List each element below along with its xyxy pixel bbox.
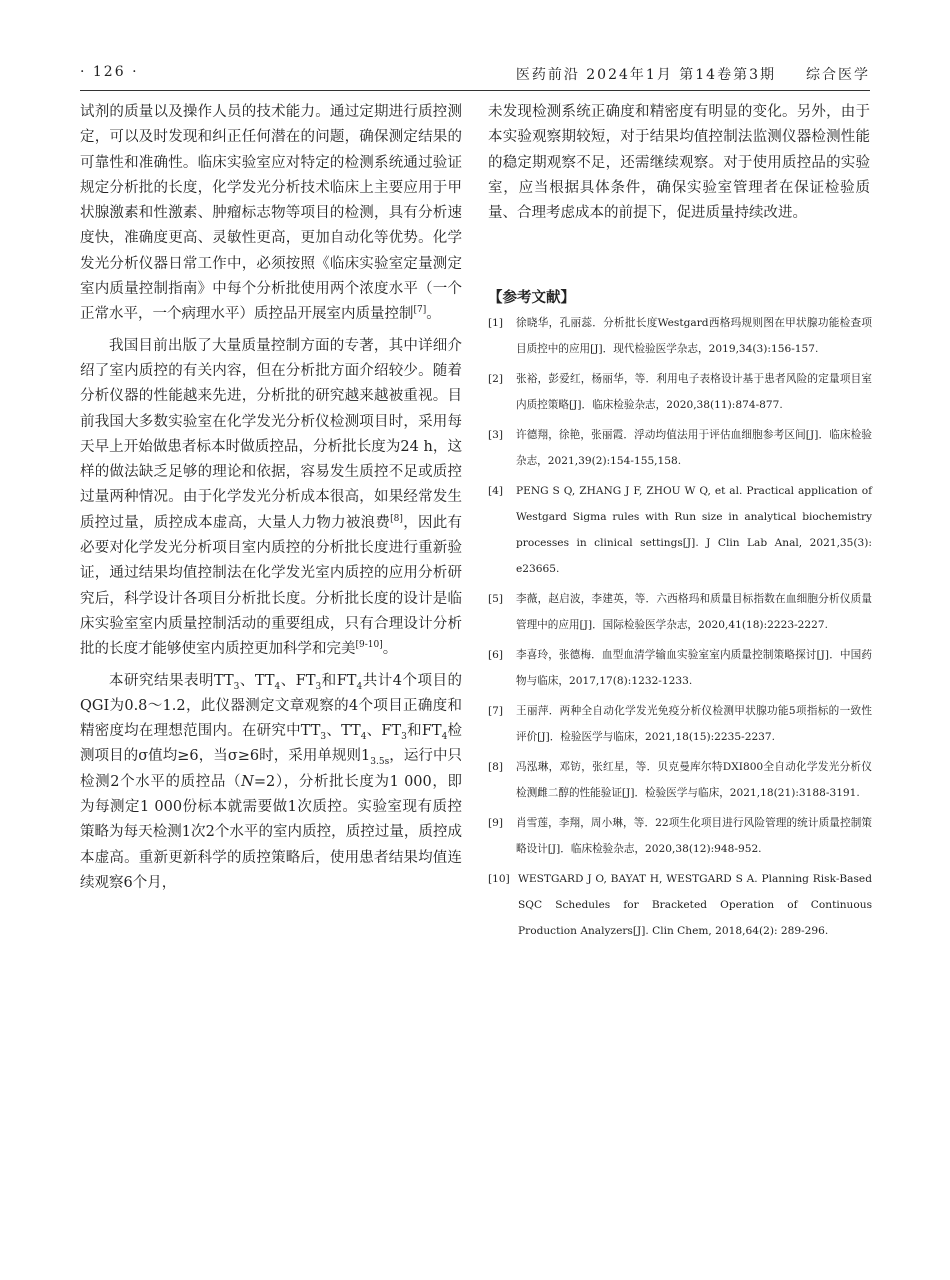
references-heading: 【参考文献】 xyxy=(488,290,575,306)
header-divider xyxy=(80,90,870,91)
reference-item: [2] 张裕，彭爱红，杨丽华，等．利用电子表格设计基于患者风险的定量项目室内质控策略[J]．临床检验杂志，2020,38(11):874-877. xyxy=(488,373,872,411)
reference-item: [7] 王丽萍．两种全自动化学发光免疫分析仪检测甲状腺功能5项指标的一致性评价[J]．检验医学与临床，2021,18(15):2235-2237. xyxy=(488,705,872,743)
journal-info xyxy=(516,64,870,84)
paragraph-continued: 未发现检测系统正确度和精密度有明显的变化。另外，由于本实验观察期较短，对于结果均值控制法监测仪器检测性能的稳定期观察不足，还需继续观察。对于使用质控品的实验室，应当根据具体条件，确保实验室管理者在保证检验质量、合理考虑成本的前提下，促进质量持续改进。 xyxy=(488,104,870,222)
citation: [9-10] xyxy=(355,640,383,651)
paragraph-1: 试剂的质量以及操作人员的技术能力。通过定期进行质控测定，可以及时发现和纠正任何潜在的问题，确保测定结果的可靠性和准确性。临床实验室应对特定的检测系统通过验证规定分析批的长度，化学发光分析技术临床上主要应用于甲状腺激素和性激素、肿瘤标志物等项目的检测，具有分析速度快，准确度更高、灵敏性更高，更加自动化等优势。化学发光分析仪器日常工作中，必须按照《临床实验室定量测定室内质量控制指南》中每个分析批使用两个浓度水平（一个正常水平，一个病理水平）质控品开展室内质量控制[7]。 xyxy=(80,104,462,323)
page-number: · 126 · xyxy=(80,64,139,80)
journal-section: 综合医学 xyxy=(806,67,870,83)
reference-item: [3] 许德翔，徐艳，张丽霞．浮动均值法用于评估血细胞参考区间[J]．临床检验杂志，2021,39(2):154-155,158. xyxy=(488,429,872,467)
reference-item: [5] 李薇，赵启波，李建英，等．六西格玛和质量目标指数在血细胞分析仪质量管理中的应用[J]．国际检验医学杂志，2020,41(18):2223-2227. xyxy=(488,593,872,631)
reference-item: [6] 李喜玲，张德梅．血型血清学输血实验室室内质量控制策略探讨[J]．中国药物与临床，2017,17(8):1232-1233. xyxy=(488,649,872,687)
reference-item: [4] PENG S Q, ZHANG J F, ZHOU W Q, et al. Practical application of Westgard Sigma rules with Run size in analytical biochemistry processes in clinical settings[J]. J Clin Lab Anal, 2021,35(3): e23665. xyxy=(488,485,872,575)
paragraph-3: 本研究结果表明$TT_3$、$TT_4$、$FT_3$和$FT_4$共计4个项目的QGI为0.8～1.2，此仪器测定文章观察的4个项目正确度和精密度均在理想范围内。在研究中$TT_3$、$TT_4$、$FT_3$和$FT_4$检测项目的σ值均≥6，当σ≥6时，采用单规则$1_{3.5s}$，运行中只检测2个水平的质控品（N=2），分析批长度为1 000，即为每测定1 000份标本就需要做1次质控。实验室现有质控策略为每天检测1次2个水平的室内质控，质控过量，质控成本虚高。重新更新科学的质控策略后，使用患者结果均值连续观察6个月， xyxy=(80,672,463,891)
page-header xyxy=(80,64,870,90)
journal-issue: 医药前沿 2024年1月 第14卷第3期 xyxy=(515,67,776,83)
left-column xyxy=(80,100,462,896)
reference-item: [8] 冯泓琳，邓钫，张红星，等．贝克曼库尔特DXI800全自动化学发光分析仪检测雌二醇的性能验证[J]．检验医学与临床，2021,18(21):3188-3191. xyxy=(488,761,872,799)
citation: [8] xyxy=(390,513,403,524)
citation: [7] xyxy=(413,305,427,316)
reference-list xyxy=(488,310,872,948)
paragraph-2: 我国目前出版了大量质量控制方面的专著，其中详细介绍了室内质控的有关内容，但在分析批方面介绍较少。随着分析仪器的性能越来先进，分析批的研究越来越被重视。目前我国大多数实验室在化学发光分析仪检测项目时，采用每天早上开始做患者标本时做质控品，分析批长度为24 h，这样的做法缺乏足够的理论和依据，容易发生质控不足或质控过量两种情况。由于化学发光分析成本很高，如果经常发生质控过量，质控成本虚高，大量人力物力被浪费[8]，因此有必要对化学发光分析项目室内质控的分析批长度进行重新验证，通过结果均值控制法在化学发光室内质控的应用分析研究后，科学设计各项目分析批长度。分析批长度的设计是临床实验室室内质量控制活动的重要组成，只有合理设计分析批的长度才能够使室内质控更加科学和完美[9-10]。 xyxy=(80,337,463,658)
reference-item: [9] 肖雪莲，李翔，周小琳，等．22项生化项目进行风险管理的统计质量控制策略设计[J]．临床检验杂志，2020,38(12):948-952. xyxy=(488,817,872,855)
reference-item: [1] 徐晓华，孔丽蕊．分析批长度Westgard西格玛规则图在甲状腺功能检查项目质控中的应用[J]．现代检验医学杂志，2019,34(3):156-157. xyxy=(488,317,872,355)
right-column xyxy=(488,100,870,226)
reference-item: [10] WESTGARD J O, BAYAT H, WESTGARD S A. Planning Risk-Based SQC Schedules for Bracketed Operation of Continuous Production Analyzers[J]. Clin Chem, 2018,64(2): 289-296. xyxy=(488,873,872,937)
